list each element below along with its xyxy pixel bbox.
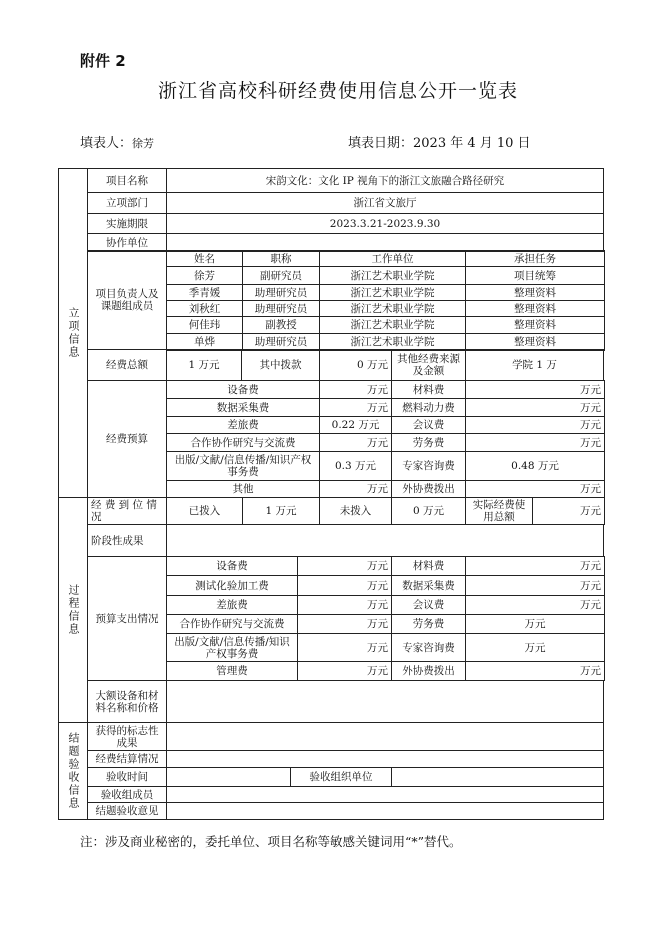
spending-amount: 万元	[465, 575, 605, 596]
filler-label: 填表人：	[80, 136, 133, 151]
budget-amount: 万元	[465, 398, 605, 417]
large-equipment-label: 大额设备和材料名称和价格	[87, 680, 167, 723]
arrival-pending: 0 万元	[391, 497, 466, 525]
budget-amount: 万元	[465, 433, 605, 452]
spending-amount: 万元	[297, 661, 392, 681]
team-member-cell: 整理资料	[465, 333, 605, 351]
project-dept-value: 浙江省文旅厅	[166, 192, 604, 214]
spending-item: 专家咨询费	[391, 633, 466, 662]
section-jieti: 结题验收信息	[58, 722, 88, 820]
team-member-cell: 何佳玮	[166, 316, 243, 334]
achievements-value	[166, 722, 604, 751]
spending-item: 出版/文献/信息传播/知识产权事务费	[166, 633, 298, 662]
team-member-cell: 助理研究员	[242, 300, 320, 317]
spending-item: 外协费拨出	[391, 661, 466, 681]
acceptance-opinion-label: 结题验收意见	[87, 802, 167, 820]
arrival-pending-label: 未拨入	[319, 497, 392, 525]
spending-item: 劳务费	[391, 614, 466, 634]
attachment-label: 附件 2	[80, 52, 126, 70]
funding-allocated: 0 万元	[319, 349, 392, 381]
team-member-cell: 浙江艺术职业学院	[319, 300, 466, 317]
footnote: 注：涉及商业秘密的，委托单位、项目名称等敏感关键词用“*”替代。	[80, 834, 462, 849]
budget-item: 燃料动力费	[391, 398, 466, 417]
spending-amount: 万元	[297, 614, 392, 634]
stage-results-label: 阶段性成果	[87, 524, 167, 557]
spending-item: 数据采集费	[391, 575, 466, 596]
budget-amount: 0.22 万元	[319, 416, 392, 434]
team-member-cell: 刘秋红	[166, 300, 243, 317]
section-lixiang: 立项信息	[58, 168, 88, 498]
budget-item: 其他	[166, 480, 320, 498]
spending-item: 差旅费	[166, 595, 298, 615]
team-member-cell: 助理研究员	[242, 333, 320, 351]
team-member-cell: 整理资料	[465, 300, 605, 317]
spending-amount: 万元	[465, 595, 605, 615]
spending-item: 设备费	[166, 556, 298, 576]
spending-amount: 万元	[465, 661, 605, 681]
budget-amount: 0.3 万元	[319, 451, 392, 481]
project-period-value: 2023.3.21-2023.9.30	[166, 213, 604, 234]
team-label: 项目负责人及课题组成员	[87, 250, 167, 350]
spending-amount: 万元	[297, 633, 392, 662]
budget-item: 劳务费	[391, 433, 466, 452]
project-name-label: 项目名称	[87, 168, 167, 193]
team-member-cell: 整理资料	[465, 284, 605, 301]
arrival-label: 经 费 到 位 情 况	[87, 497, 167, 525]
budget-item: 外协费拨出	[391, 480, 466, 498]
budget-item: 材料费	[391, 380, 466, 399]
spending-item: 合作协作研究与交流费	[166, 614, 298, 634]
team-member-cell: 整理资料	[465, 316, 605, 334]
team-member-cell: 助理研究员	[242, 284, 320, 301]
budget-amount: 万元	[319, 480, 392, 498]
spending-amount: 万元	[465, 633, 605, 662]
budget-amount: 万元	[465, 380, 605, 399]
budget-item: 专家咨询费	[391, 451, 466, 481]
team-member-cell: 浙江艺术职业学院	[319, 333, 466, 351]
section-guocheng: 过程信息	[58, 497, 88, 723]
arrival-used: 万元	[532, 497, 605, 525]
settlement-value	[166, 750, 604, 768]
budget-amount: 万元	[465, 480, 605, 498]
team-member-cell: 副研究员	[242, 266, 320, 285]
team-header: 姓名	[166, 250, 243, 267]
budget-amount: 0.48 万元	[465, 451, 605, 481]
acceptance-org-label: 验收组织单位	[290, 767, 392, 787]
budget-item: 合作协作研究与交流费	[166, 433, 320, 452]
team-header: 承担任务	[465, 250, 605, 267]
team-member-cell: 徐芳	[166, 266, 243, 285]
fill-date: 填表日期：2023 年 4 月 10 日	[348, 136, 531, 151]
funding-label: 经费总额	[87, 349, 167, 381]
budget-label: 经费预算	[87, 380, 167, 498]
spending-amount: 万元	[297, 575, 392, 596]
arrival-received: 1 万元	[242, 497, 320, 525]
budget-amount: 万元	[319, 433, 392, 452]
budget-item: 差旅费	[166, 416, 320, 434]
project-dept-label: 立项部门	[87, 192, 167, 214]
project-name-value: 宋韵文化：文化 IP 视角下的浙江文旅融合路径研究	[166, 168, 604, 193]
spending-amount: 万元	[465, 614, 605, 634]
project-period-label: 实施期限	[87, 213, 167, 234]
team-header: 工作单位	[319, 250, 466, 267]
budget-item: 数据采集费	[166, 398, 320, 417]
spending-item: 会议费	[391, 595, 466, 615]
team-member-cell: 单烨	[166, 333, 243, 351]
achievements-label: 获得的标志性成果	[87, 722, 167, 751]
project-coop-label: 协作单位	[87, 233, 167, 252]
spending-amount: 万元	[297, 556, 392, 576]
spending-amount: 万元	[465, 556, 605, 576]
budget-item: 出版/文献/信息传播/知识产权事务费	[166, 451, 320, 481]
arrival-received-label: 已拨入	[166, 497, 243, 525]
filler	[80, 132, 154, 151]
team-member-cell: 浙江艺术职业学院	[319, 284, 466, 301]
team-header: 职称	[242, 250, 320, 267]
budget-amount: 万元	[319, 398, 392, 417]
acceptance-members-value	[166, 786, 604, 803]
funding-other: 学院 1 万	[465, 349, 604, 381]
acceptance-members-label: 验收组成员	[87, 786, 167, 803]
arrival-used-label: 实际经费使用总额	[465, 497, 533, 525]
large-equipment-value	[166, 680, 604, 723]
spending-item: 材料费	[391, 556, 466, 576]
funding-other-label: 其他经费来源及金额	[391, 349, 466, 381]
spending-item: 测试化验加工费	[166, 575, 298, 596]
spending-label: 预算支出情况	[87, 556, 167, 681]
stage-results-value	[166, 524, 604, 557]
spending-amount: 万元	[297, 595, 392, 615]
team-member-cell: 副教授	[242, 316, 320, 334]
team-member-cell: 浙江艺术职业学院	[319, 266, 466, 285]
acceptance-time-value	[166, 767, 291, 787]
team-member-cell: 项目统筹	[465, 266, 605, 285]
acceptance-time-label: 验收时间	[87, 767, 167, 787]
team-member-cell: 季青媛	[166, 284, 243, 301]
filler-name: 徐芳	[132, 137, 155, 150]
budget-item: 会议费	[391, 416, 466, 434]
budget-amount: 万元	[465, 416, 605, 434]
funding-total: 1 万元	[166, 349, 242, 381]
settlement-label: 经费结算情况	[87, 750, 167, 768]
budget-amount: 万元	[319, 380, 392, 399]
acceptance-org-value	[391, 767, 604, 787]
page-title: 浙江省高校科研经费使用信息公开一览表	[157, 80, 518, 102]
team-member-cell: 浙江艺术职业学院	[319, 316, 466, 334]
spending-item: 管理费	[166, 661, 298, 681]
funding-allocated-label: 其中拨款	[241, 349, 320, 381]
acceptance-opinion-value	[166, 802, 604, 820]
budget-item: 设备费	[166, 380, 320, 399]
